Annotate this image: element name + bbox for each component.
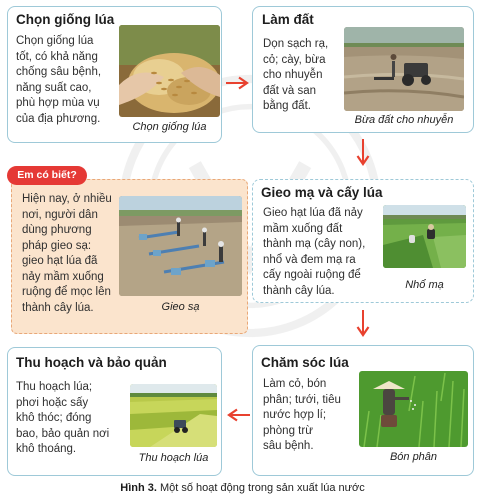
arrow-down-icon [356,309,370,339]
card-title: Chăm sóc lúa [261,355,349,370]
figure-caption [0,482,485,494]
card-title: Chọn giống lúa [16,12,115,27]
em-co-biet-badge: Em có biết? [7,166,87,185]
card-text: Làm cỏ, bón phân; tưới, tiêu nước hợp lí; phòng trừ sâu bệnh. [263,378,341,452]
photo-caption: Bừa đất cho nhuyễn [354,114,454,126]
arrow-right-icon [225,76,251,90]
photo-plowing-field [344,27,464,111]
photo-caption: Gieo sạ [161,301,200,313]
photo-fertilizing [359,371,468,447]
arrow-down-icon [356,138,370,168]
photo-rice-seeds [119,25,220,117]
photo-direct-seeding [119,196,242,296]
photo-caption: Nhổ mạ [405,279,444,291]
card-title: Gieo mạ và cấy lúa [261,185,383,200]
card-text: Dọn sạch rạ, cỏ; cày, bừa cho nhuyễn đất và san bằng đất. [263,38,329,112]
card-title: Thu hoạch và bảo quản [16,355,167,370]
figure-text: Một số hoạt động trong sản xuất lúa nước [159,482,365,494]
figure-label: Hình 3. [120,482,157,494]
card-text: Chọn giống lúa tốt, có khả năng chống sâu bệnh, năng suất cao, phù hợp mùa vụ của địa phương. [16,35,102,125]
card-text: Thu hoạch lúa; phơi hoặc sấy khô thóc; đóng bao, bảo quản nơi khô thoáng. [16,381,110,455]
card-title: Làm đất [262,12,314,27]
photo-harvesting [130,384,217,447]
photo-caption: Bón phân [389,451,438,463]
info-text: Hiện nay, ở nhiều nơi, người dân dùng phương pháp gieo sạ: gieo hạt lúa đã nảy mầm xuống ruộng để mọc lên thành cây lúa. [22,193,112,314]
photo-caption: Thu hoạch lúa [138,452,209,464]
photo-pulling-seedlings [383,205,466,268]
card-text: Gieo hạt lúa đã nảy mầm xuống đất thành mạ (cây non), nhổ và đem mạ ra cấy ngoài ruộng để thành cây lúa. [263,207,366,297]
arrow-left-icon [225,408,251,422]
photo-caption: Chọn giống lúa [132,121,207,133]
